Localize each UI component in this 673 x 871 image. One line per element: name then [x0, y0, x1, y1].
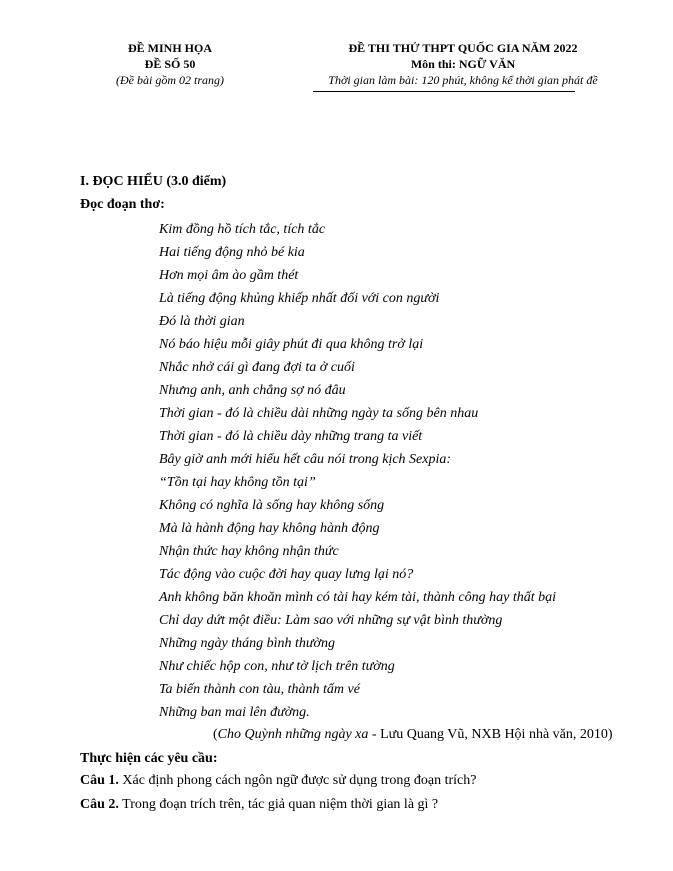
- section-title: I. ĐỌC HIỂU (3.0 điểm): [80, 174, 227, 189]
- poem-line: Thời gian - đó là chiều dày những trang ta viết: [159, 429, 423, 444]
- poem-line: Chỉ day dứt một điều: Làm sao với những sự vật bình thường: [159, 613, 503, 628]
- poem-line: Tác động vào cuộc đời hay quay lưng lại nó?: [159, 567, 414, 582]
- question-2: [80, 797, 438, 813]
- poem-line: Thời gian - đó là chiều dài những ngày ta sống bên nhau: [159, 406, 479, 421]
- poem-line: “Tồn tại hay không tồn tại”: [159, 475, 316, 490]
- citation: [213, 727, 613, 743]
- poem-line: Hơn mọi âm ào gầm thét: [159, 268, 299, 283]
- poem-line: Nhận thức hay không nhận thức: [159, 544, 339, 559]
- subject-label: Môn thi: NGỮ VĂN: [410, 57, 516, 71]
- poem-line: Là tiếng động khủng khiếp nhất đối với con người: [159, 291, 440, 306]
- citation-work: Cho Quỳnh những ngày xa: [217, 727, 369, 742]
- poem-line: Anh không băn khoăn mình có tài hay kém tài, thành công hay thất bại: [159, 590, 556, 605]
- poem-line: Hai tiếng động nhỏ bé kia: [159, 245, 305, 260]
- header-right: [303, 40, 623, 88]
- reading-prompt: Đọc đoạn thơ:: [80, 197, 165, 212]
- header-left: [95, 40, 245, 88]
- question-2-label: Câu 2.: [80, 797, 119, 812]
- time-note: Thời gian làm bài: 120 phút, không kể thời gian phát đề: [328, 73, 598, 87]
- exam-type-label: ĐỀ MINH HỌA: [128, 41, 212, 55]
- poem-line: Ta biến thành con tàu, thành tấm vé: [159, 682, 360, 697]
- exam-title: ĐỀ THI THỬ THPT QUỐC GIA NĂM 2022: [348, 41, 578, 55]
- poem-line: Đó là thời gian: [159, 314, 245, 329]
- poem-line: Nhắc nhở cái gì đang đợi ta ở cuối: [159, 360, 355, 375]
- question-1-text: Xác định phong cách ngôn ngữ được sử dụng trong đoạn trích?: [118, 773, 477, 788]
- question-2-text: Trong đoạn trích trên, tác giả quan niệm thời gian là gì ?: [118, 797, 439, 812]
- poem-line: Mà là hành động hay không hành động: [159, 521, 380, 536]
- poem-line: Những ngày tháng bình thường: [159, 636, 335, 651]
- citation-open: (: [213, 727, 218, 742]
- poem: [159, 218, 556, 724]
- poem-line: Nó báo hiệu mỗi giây phút đi qua không trở lại: [159, 337, 424, 352]
- question-1: [80, 773, 476, 789]
- page-count-note: (Đề bài gồm 02 trang): [116, 73, 224, 87]
- poem-line: Không có nghĩa là sống hay không sống: [159, 498, 385, 513]
- question-1-label: Câu 1.: [80, 773, 119, 788]
- header-divider: [313, 91, 575, 92]
- poem-line: Kim đồng hồ tích tắc, tích tắc: [159, 222, 326, 237]
- exam-number-label: ĐỀ SỐ 50: [144, 57, 196, 71]
- poem-line: Như chiếc hộp con, như tờ lịch trên tường: [159, 659, 395, 674]
- citation-rest: - Lưu Quang Vũ, NXB Hội nhà văn, 2010): [368, 727, 613, 742]
- poem-line: Nhưng anh, anh chẳng sợ nó đâu: [159, 383, 346, 398]
- poem-line: Những ban mai lên đường.: [159, 705, 310, 720]
- tasks-heading: Thực hiện các yêu cầu:: [80, 751, 218, 766]
- poem-line: Bây giờ anh mới hiểu hết câu nói trong kịch Sexpia:: [159, 452, 452, 467]
